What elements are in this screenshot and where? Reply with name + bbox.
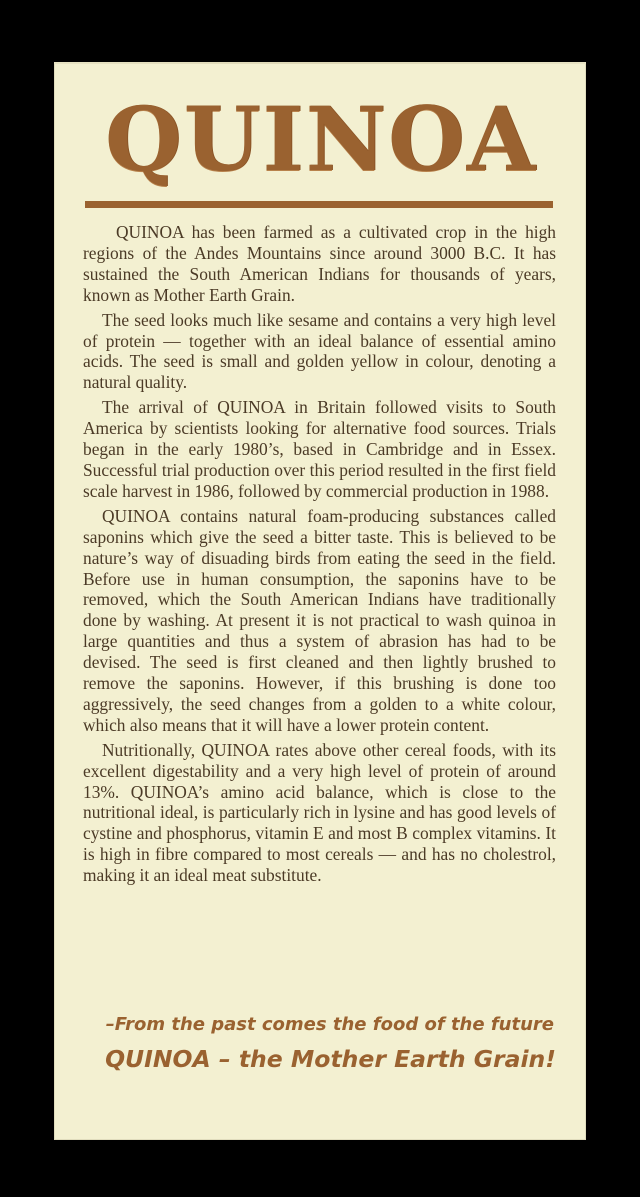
paragraph-nutrition: Nutritionally, QUINOA rates above other cereal foods, with its excellent digestability and a very high level of protein of around 13%. QUINOA’s amino acid balance, which is close to the nutritional ideal, is particularly rich in lysine and has good levels of cystine and phosphorus, vitamin E and most B complex vitamins. It is high in fibre compared to most cereals — and has no cholestrol, making it an ideal meat substitute.	[83, 739, 556, 886]
paragraph-arrival-in-britain: The arrival of QUINOA in Britain followed visits to South America by scientists looking for alternative food sources. Trials began in the early 1980’s, based in Cambridge and in Essex. Successful trial production over this period resulted in the first field scale harvest in 1986, followed by commercial production in 1988.	[83, 397, 556, 501]
body-copy	[83, 222, 556, 890]
leaflet-title: QUINOA	[105, 87, 537, 191]
slogan-line-2: QUINOA – the Mother Earth Grain!	[105, 1045, 556, 1073]
title-divider	[85, 201, 553, 208]
paragraph-history: QUINOA has been farmed as a cultivated crop in the high regions of the Andes Mountains since around 3000 B.C. It has sustained the South American Indians for thousands of years, known as Mother Earth Grain.	[83, 222, 556, 305]
slogan-line-1: –From the past comes the food of the future	[105, 1014, 554, 1035]
paragraph-seed-description: The seed looks much like sesame and contains a very high level of protein — together with an ideal balance of essential amino acids. The seed is small and golden yellow in colour, denoting a natural quality.	[83, 309, 556, 393]
paragraph-saponins: QUINOA contains natural foam-producing substances called saponins which give the seed a bitter taste. This is believed to be nature’s way of disuading birds from eating the seed in the field. Before use in human consumption, the saponins have to be removed, which the South American Indians have traditionally done by washing. At present it is not practical to wash quinoa in large quantities and thus a system of abrasion has had to be devised. The seed is first cleaned and then lightly brushed to remove the saponins. However, if this brushing is done too aggressively, the seed changes from a golden to a white colour, which also means that it will have a lower protein content.	[83, 505, 556, 735]
fold-line	[54, 62, 586, 64]
leaflet	[54, 62, 586, 1140]
